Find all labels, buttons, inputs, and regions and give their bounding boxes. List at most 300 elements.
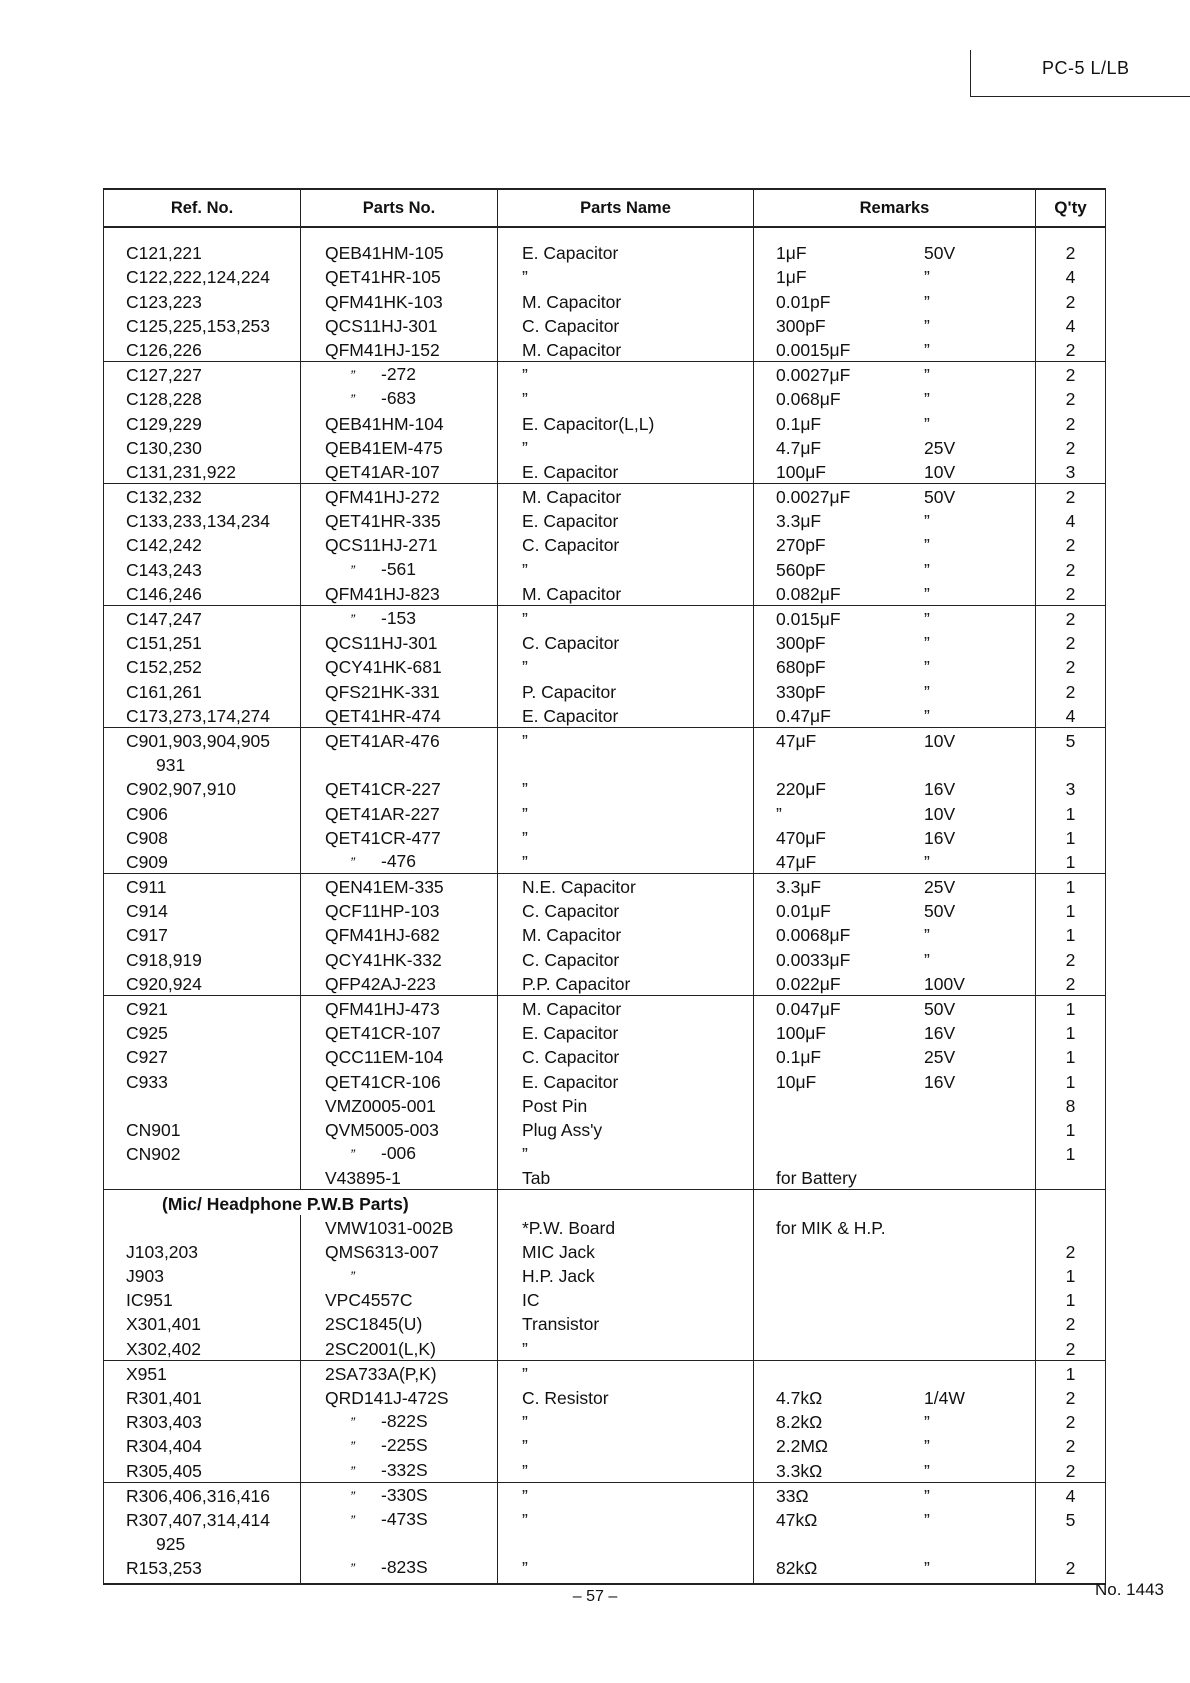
ref-no-cell: C909 (104, 849, 301, 874)
parts-name-cell: E. Capacitor (498, 1068, 754, 1092)
ref-no-cell: IC951 (104, 1287, 301, 1311)
remarks-cell (754, 1190, 1036, 1215)
remarks-cell (754, 800, 1036, 824)
qty-cell: 1 (1036, 922, 1106, 946)
qty-cell: 4 (1036, 264, 1106, 288)
parts-no-cell (301, 435, 498, 459)
ref-no-cell: C123,223 (104, 288, 301, 312)
parts-no-cell (301, 410, 498, 434)
ref-no-cell: C132,232 (104, 483, 301, 508)
ref-no-cell: C125,225,153,253 (104, 313, 301, 337)
parts-no-cell (301, 1141, 498, 1165)
parts-name-cell: *P.W. Board (498, 1215, 754, 1239)
remarks-rating: ” (924, 681, 930, 702)
ref-no-cell: C161,261 (104, 678, 301, 702)
qty-cell: 4 (1036, 703, 1106, 728)
ditto-mark: ” (350, 1268, 356, 1285)
qty-cell: 2 (1036, 483, 1106, 508)
remarks-rating: 16V (924, 1071, 956, 1092)
qty-cell: 1 (1036, 1044, 1106, 1068)
parts-name-cell: M. Capacitor (498, 483, 754, 508)
table-row (104, 1215, 1106, 1239)
parts-no-value: -330S (381, 1484, 428, 1505)
remarks-rating: ” (924, 609, 930, 629)
qty-cell: 1 (1036, 1360, 1106, 1385)
table-row (104, 1141, 1106, 1165)
remarks-value: 47μF (776, 851, 817, 872)
parts-name-cell: P.P. Capacitor (498, 971, 754, 996)
ref-no-cell: C925 (104, 1020, 301, 1044)
parts-name-cell: Tab (498, 1165, 754, 1190)
ref-no-cell: C127,227 (104, 361, 301, 386)
remarks-cell (754, 410, 1036, 434)
parts-no-value: VMW1031-002B (325, 1217, 454, 1238)
parts-no-cell (301, 1020, 498, 1044)
remarks-value: for MIK & H.P. (776, 1217, 886, 1238)
ref-no-cell: J903 (104, 1263, 301, 1287)
table-row (104, 581, 1106, 606)
table-row (104, 435, 1106, 459)
qty-cell: 2 (1036, 654, 1106, 678)
parts-no-cell (301, 971, 498, 996)
table-row (104, 727, 1106, 752)
table-row (104, 776, 1106, 800)
ref-no-cell: C152,252 (104, 654, 301, 678)
qty-cell: 2 (1036, 678, 1106, 702)
table-row (104, 898, 1106, 922)
remarks-rating: 1/4W (924, 1388, 965, 1408)
parts-name-cell (498, 1190, 754, 1215)
qty-cell: 2 (1036, 1433, 1106, 1457)
parts-no-value: -823S (381, 1557, 428, 1578)
remarks-cell (754, 946, 1036, 970)
remarks-cell (754, 1507, 1036, 1531)
parts-no-value: QET41HR-474 (325, 705, 441, 726)
parts-name-cell: ” (498, 361, 754, 386)
remarks-rating: 50V (924, 243, 956, 264)
qty-cell: 1 (1036, 995, 1106, 1020)
remarks-rating: 25V (924, 1047, 956, 1068)
parts-name-cell: ” (498, 1457, 754, 1482)
remarks-rating: 10V (924, 461, 956, 482)
remarks-value: 0.1μF (776, 1047, 822, 1068)
remarks-value: for Battery (776, 1168, 857, 1189)
parts-name-cell: M. Capacitor (498, 288, 754, 312)
remarks-value: 270pF (776, 535, 826, 556)
qty-cell (1036, 1165, 1106, 1190)
remarks-value: 0.082μF (776, 583, 841, 604)
parts-name-cell: ” (498, 556, 754, 580)
remarks-rating: 25V (924, 437, 956, 458)
remarks-cell (754, 1335, 1036, 1360)
ref-no-cell: C911 (104, 873, 301, 898)
parts-no-cell (301, 922, 498, 946)
parts-no-cell (301, 1263, 498, 1287)
remarks-cell (754, 386, 1036, 410)
ref-no-cell: X951 (104, 1360, 301, 1385)
parts-no-value: -561 (381, 558, 417, 579)
parts-no-value: QFM41HJ-682 (325, 925, 440, 946)
parts-no-value: -683 (381, 388, 417, 409)
parts-name-cell: ” (498, 1555, 754, 1584)
remarks-value: 300pF (776, 315, 826, 336)
parts-no-value: QEB41HM-105 (325, 243, 444, 264)
parts-name-cell: E. Capacitor(L,L) (498, 410, 754, 434)
ref-no-cell: C143,243 (104, 556, 301, 580)
parts-no-value: VPC4557C (325, 1290, 413, 1311)
remarks-cell (754, 1482, 1036, 1507)
parts-no-cell (301, 946, 498, 970)
remarks-cell (754, 825, 1036, 849)
parts-no-value: QFS21HK-331 (325, 681, 440, 702)
remarks-value: 33Ω (776, 1485, 809, 1506)
remarks-value: 4.7kΩ (776, 1388, 823, 1408)
qty-cell: 4 (1036, 313, 1106, 337)
parts-no-value: QET41HR-335 (325, 511, 441, 532)
parts-name-cell: ” (498, 1409, 754, 1433)
parts-name-cell: C. Capacitor (498, 1044, 754, 1068)
parts-name-cell: M. Capacitor (498, 922, 754, 946)
qty-cell: 2 (1036, 1409, 1106, 1433)
ref-no-cell (104, 1215, 301, 1239)
ref-no-cell: C121,221 (104, 240, 301, 264)
table-row (104, 946, 1106, 970)
remarks-cell (754, 532, 1036, 556)
col-header-qty: Q'ty (1036, 189, 1106, 227)
qty-cell: 1 (1036, 1141, 1106, 1165)
parts-no-value: QCY41HK-332 (325, 949, 442, 970)
remarks-value: 0.0068μF (776, 925, 851, 946)
parts-no-value: QET41AR-227 (325, 803, 440, 824)
ref-no-cell: C126,226 (104, 337, 301, 362)
remarks-cell (754, 849, 1036, 874)
table-header-row (104, 189, 1106, 227)
document-number: No. 1443 (1095, 1580, 1164, 1599)
table-row (104, 1482, 1106, 1507)
remarks-value: 82kΩ (776, 1558, 818, 1579)
ref-no-cell: C908 (104, 825, 301, 849)
parts-name-cell: Plug Ass'y (498, 1117, 754, 1141)
remarks-cell (754, 1044, 1036, 1068)
qty-cell: 1 (1036, 873, 1106, 898)
parts-name-cell: ” (498, 386, 754, 410)
ref-no-cell: R305,405 (104, 1457, 301, 1482)
parts-no-cell (301, 1093, 498, 1117)
parts-no-value: -006 (381, 1143, 417, 1164)
ref-no-cell (104, 1165, 301, 1190)
parts-no-value: 2SC1845(U) (325, 1314, 423, 1335)
remarks-rating: ” (924, 389, 930, 410)
qty-cell: 1 (1036, 1068, 1106, 1092)
parts-no-cell (301, 581, 498, 606)
qty-cell: 2 (1036, 1239, 1106, 1263)
remarks-cell (754, 1531, 1036, 1555)
qty-cell: 2 (1036, 1335, 1106, 1360)
remarks-rating: ” (924, 1485, 930, 1506)
remarks-value: 0.0027μF (776, 487, 851, 508)
remarks-rating: ” (924, 949, 930, 970)
parts-no-value: QCS11HJ-271 (325, 535, 438, 556)
ref-no-cell: C131,231,922 (104, 459, 301, 484)
remarks-rating: ” (924, 705, 930, 726)
qty-cell: 5 (1036, 1507, 1106, 1531)
remarks-value: 47kΩ (776, 1509, 818, 1530)
table-row (104, 654, 1106, 678)
remarks-rating: ” (924, 511, 930, 532)
table-row (104, 508, 1106, 532)
parts-no-cell (301, 1360, 498, 1385)
table-row (104, 800, 1106, 824)
remarks-cell (754, 1117, 1036, 1141)
remarks-value: 1μF (776, 267, 807, 288)
parts-no-value: QEB41HM-104 (325, 413, 444, 434)
remarks-cell (754, 313, 1036, 337)
remarks-rating: ” (924, 339, 930, 360)
remarks-rating: 25V (924, 877, 956, 898)
remarks-rating: ” (924, 583, 930, 604)
remarks-value: 0.047μF (776, 999, 841, 1019)
remarks-cell (754, 288, 1036, 312)
qty-cell: 2 (1036, 240, 1106, 264)
remarks-cell (754, 1409, 1036, 1433)
parts-name-cell: Post Pin (498, 1093, 754, 1117)
parts-name-cell: C. Capacitor (498, 946, 754, 970)
table-row (104, 1263, 1106, 1287)
remarks-rating: ” (924, 633, 930, 654)
remarks-value: 680pF (776, 657, 826, 678)
remarks-rating: ” (924, 267, 930, 288)
parts-no-value: QCS11HJ-301 (325, 633, 438, 654)
parts-no-cell (301, 678, 498, 702)
remarks-rating: ” (924, 559, 930, 580)
ref-no-cell: C901,903,904,905 (104, 727, 301, 752)
parts-no-cell (301, 605, 498, 630)
ditto-mark: ” (350, 1438, 356, 1455)
parts-name-cell: C. Resistor (498, 1385, 754, 1409)
parts-no-cell (301, 532, 498, 556)
qty-cell: 2 (1036, 630, 1106, 654)
parts-no-cell (301, 337, 498, 362)
table-row (104, 313, 1106, 337)
parts-name-cell: ” (498, 849, 754, 874)
ref-no-cell: C133,233,134,234 (104, 508, 301, 532)
qty-cell: 2 (1036, 605, 1106, 630)
remarks-value: 470μF (776, 827, 826, 848)
ref-no-cell: C914 (104, 898, 301, 922)
remarks-value: 330pF (776, 681, 826, 702)
remarks-cell (754, 1385, 1036, 1409)
parts-name-cell: ” (498, 264, 754, 288)
ref-no-cell: C147,247 (104, 605, 301, 630)
table-row (104, 703, 1106, 728)
qty-cell: 3 (1036, 459, 1106, 484)
remarks-value: 0.47μF (776, 705, 831, 726)
parts-no-value: QRD141J-472S (325, 1388, 449, 1408)
parts-no-value: QET41HR-105 (325, 267, 441, 288)
ref-no-cell: C146,246 (104, 581, 301, 606)
parts-no-value: QFM41HJ-473 (325, 999, 440, 1019)
remarks-rating: ” (924, 851, 930, 872)
parts-no-cell (301, 800, 498, 824)
ditto-mark: ” (350, 367, 356, 384)
remarks-rating: ” (924, 1558, 930, 1579)
ref-no-cell: C130,230 (104, 435, 301, 459)
parts-no-cell (301, 288, 498, 312)
parts-no-cell (301, 873, 498, 898)
qty-cell: 2 (1036, 435, 1106, 459)
remarks-value: 3.3μF (776, 511, 822, 532)
remarks-value: 0.015μF (776, 609, 841, 629)
table-row (104, 995, 1106, 1020)
section-title: (Mic/ Headphone P.W.B Parts) (104, 1190, 498, 1215)
parts-no-cell (301, 459, 498, 484)
ditto-mark: ” (350, 391, 356, 408)
remarks-cell (754, 459, 1036, 484)
col-header-ref: Ref. No. (104, 189, 301, 227)
table-row (104, 1020, 1106, 1044)
parts-name-cell: ” (498, 435, 754, 459)
remarks-cell (754, 1287, 1036, 1311)
ref-no-cell: X302,402 (104, 1335, 301, 1360)
table-row (104, 1165, 1106, 1190)
qty-cell: 1 (1036, 849, 1106, 874)
parts-no-cell (301, 1335, 498, 1360)
parts-no-value: QFM41HJ-152 (325, 339, 440, 360)
table-row (104, 288, 1106, 312)
remarks-cell (754, 752, 1036, 776)
table-row (104, 678, 1106, 702)
parts-no-value: -476 (381, 850, 417, 871)
parts-no-value: QFM41HJ-823 (325, 583, 440, 604)
table-row (104, 1311, 1106, 1335)
parts-no-cell (301, 508, 498, 532)
remarks-cell (754, 922, 1036, 946)
remarks-cell (754, 1457, 1036, 1482)
table-row (104, 483, 1106, 508)
ref-no-cell: 925 (104, 1531, 301, 1555)
parts-name-cell: ” (498, 1335, 754, 1360)
parts-name-cell: ” (498, 605, 754, 630)
parts-name-cell: E. Capacitor (498, 508, 754, 532)
parts-name-cell: E. Capacitor (498, 1020, 754, 1044)
parts-name-cell: M. Capacitor (498, 337, 754, 362)
qty-cell: 1 (1036, 1263, 1106, 1287)
remarks-cell (754, 1263, 1036, 1287)
parts-no-cell (301, 1555, 498, 1584)
ditto-mark: ” (350, 561, 356, 578)
parts-no-value: 2SA733A(P,K) (325, 1363, 437, 1384)
table-row (104, 1385, 1106, 1409)
remarks-value: 560pF (776, 559, 826, 580)
table-row (104, 1409, 1106, 1433)
parts-no-value: 2SC2001(L,K) (325, 1338, 436, 1359)
parts-name-cell: ” (498, 1482, 754, 1507)
parts-no-value: -225S (381, 1435, 428, 1456)
remarks-cell (754, 654, 1036, 678)
remarks-cell (754, 556, 1036, 580)
table-row (104, 1457, 1106, 1482)
qty-cell: 2 (1036, 556, 1106, 580)
parts-name-cell (498, 1531, 754, 1555)
remarks-rating: ” (924, 413, 930, 434)
qty-cell: 8 (1036, 1093, 1106, 1117)
ditto-mark: ” (350, 1462, 356, 1479)
col-header-remarks: Remarks (754, 189, 1036, 227)
remarks-cell (754, 361, 1036, 386)
parts-no-cell (301, 727, 498, 752)
ref-no-cell: R153,253 (104, 1555, 301, 1584)
qty-cell: 1 (1036, 825, 1106, 849)
remarks-cell (754, 1360, 1036, 1385)
ref-no-cell: C129,229 (104, 410, 301, 434)
parts-no-value: QET41CR-107 (325, 1023, 441, 1044)
table-row (104, 922, 1106, 946)
remarks-value: 100μF (776, 461, 826, 482)
remarks-cell (754, 630, 1036, 654)
table-row (104, 1360, 1106, 1385)
remarks-cell (754, 435, 1036, 459)
parts-name-cell: M. Capacitor (498, 581, 754, 606)
parts-no-cell (301, 1531, 498, 1555)
parts-no-cell (301, 776, 498, 800)
parts-no-value: -473S (381, 1508, 428, 1529)
table-row (104, 1287, 1106, 1311)
ref-no-cell: C920,924 (104, 971, 301, 996)
parts-no-cell (301, 361, 498, 386)
parts-no-cell (301, 1287, 498, 1311)
remarks-rating: 16V (924, 779, 956, 800)
remarks-rating: 100V (924, 973, 965, 994)
parts-no-cell (301, 1433, 498, 1457)
ref-no-cell: C173,273,174,274 (104, 703, 301, 728)
ditto-mark: ” (350, 1560, 356, 1577)
ref-no-cell: C921 (104, 995, 301, 1020)
table-row (104, 361, 1106, 386)
remarks-cell (754, 873, 1036, 898)
remarks-cell (754, 898, 1036, 922)
remarks-rating: 10V (924, 803, 956, 824)
table-row (104, 386, 1106, 410)
parts-name-cell: P. Capacitor (498, 678, 754, 702)
qty-cell: 2 (1036, 1555, 1106, 1584)
ref-no-cell: C918,919 (104, 946, 301, 970)
remarks-cell (754, 1433, 1036, 1457)
col-header-parts-no: Parts No. (301, 189, 498, 227)
parts-name-cell: ” (498, 1507, 754, 1531)
ref-no-cell: C151,251 (104, 630, 301, 654)
table-row (104, 1117, 1106, 1141)
parts-no-value: QET41AR-107 (325, 461, 440, 482)
qty-cell: 4 (1036, 1482, 1106, 1507)
ref-no-cell: C128,228 (104, 386, 301, 410)
table-row (104, 873, 1106, 898)
remarks-cell (754, 581, 1036, 606)
parts-no-value: QEN41EM-335 (325, 877, 444, 898)
parts-name-cell: ” (498, 1360, 754, 1385)
parts-no-value: -153 (381, 608, 417, 628)
parts-no-value: QET41CR-227 (325, 779, 441, 800)
remarks-value: 0.0033μF (776, 949, 851, 970)
qty-cell: 5 (1036, 727, 1106, 752)
remarks-cell (754, 776, 1036, 800)
table-row (104, 1068, 1106, 1092)
parts-no-cell (301, 1457, 498, 1482)
parts-no-cell (301, 1409, 498, 1433)
ref-no-cell: C927 (104, 1044, 301, 1068)
remarks-value: ” (776, 803, 782, 824)
ref-no-cell: R304,404 (104, 1433, 301, 1457)
qty-cell: 2 (1036, 1311, 1106, 1335)
